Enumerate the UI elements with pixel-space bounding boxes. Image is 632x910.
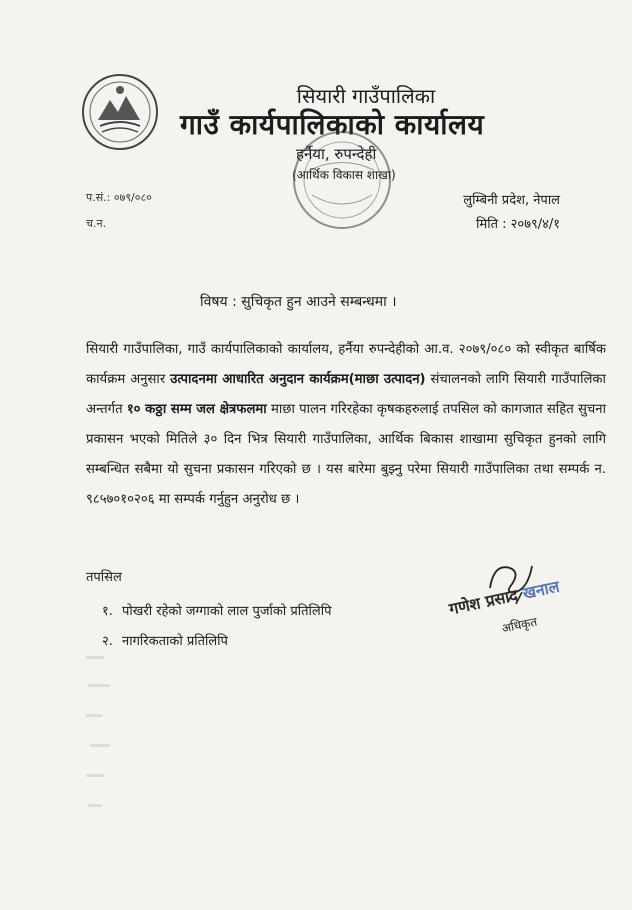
list-item-text: नागरिकताको प्रतिलिपि: [122, 634, 228, 649]
signatory-name-text: गणेश प्रसाद: [447, 585, 520, 619]
body-bold-program: उत्पादनमा आधारित अनुदान कार्यक्रम(माछा उत्पादन): [170, 372, 426, 387]
signatory-title: अधिकृत: [500, 614, 539, 636]
subject-line: विषय : सुचिकृत हुन आउने सम्बन्धमा ।: [200, 294, 397, 310]
list-item: [102, 627, 332, 657]
office-title: गाउँ कार्यपालिकाको कार्यालय: [180, 108, 485, 141]
enclosure-list: [102, 597, 332, 657]
letter-number: प.सं.: ०७९/०८०: [86, 191, 152, 204]
list-item-text: पोखरी रहेको जग्गाको लाल पुर्जाको प्रतिलिपि: [122, 604, 332, 619]
dispatch-number: च.न.: [86, 217, 107, 230]
branch-name: (आर्थिक विकास शाखा): [292, 168, 396, 182]
body-text-2: संचालनको लागि सियारी गाउँपालिका अन्तर्गत: [86, 372, 606, 417]
body-text-1: सियारी गाउँपालिका, गाउँ कार्यपालिकाको कार्यालय, हर्नैया रुपन्देहीको आ.व. २०७९/०८० को स्वीकृत बार्षिक कार्यक्रम अनुसार: [86, 342, 606, 387]
body-bold-area: १० कठ्ठा सम्म जल क्षेत्रफलमा: [126, 402, 267, 417]
letter-date: मिति : २०७९/४/१: [476, 217, 560, 232]
province-line: लुम्बिनी प्रदेश, नेपाल: [463, 193, 560, 208]
list-item-number: १.: [102, 604, 113, 619]
list-item-number: २.: [102, 634, 113, 649]
body-text-3: माछा पालन गरिरहेका कृषकहरुलाई तपसिल को कागजात सहित सुचना प्रकासन भएको मितिले ३० दिन भित्र सियारी गाउँपालिका, आर्थिक बिकास शाखामा सुचिकृत हुनको लागि सम्बन्धित सबैमा यो सुचना प्रकासन गरिएको छ । यस बारेमा बुझ्नु परेमा सियारी गाउँपालिका तथा सम्पर्क न. ९८५७०१०२०६ मा सम्पर्क गर्नुहुन अनुरोध छ ।: [86, 402, 606, 507]
office-seal-stamp: [280, 125, 405, 235]
municipality-name: सियारी गाउँपालिका: [296, 84, 436, 108]
signatory-surname: खनाल: [520, 576, 562, 603]
enclosure-title: तपसिल: [86, 570, 122, 585]
scan-bleed-through: [84, 650, 124, 830]
notice-body: [86, 335, 606, 515]
office-location: हर्नैया, रुपन्देही: [296, 145, 377, 163]
list-item: [102, 597, 332, 627]
